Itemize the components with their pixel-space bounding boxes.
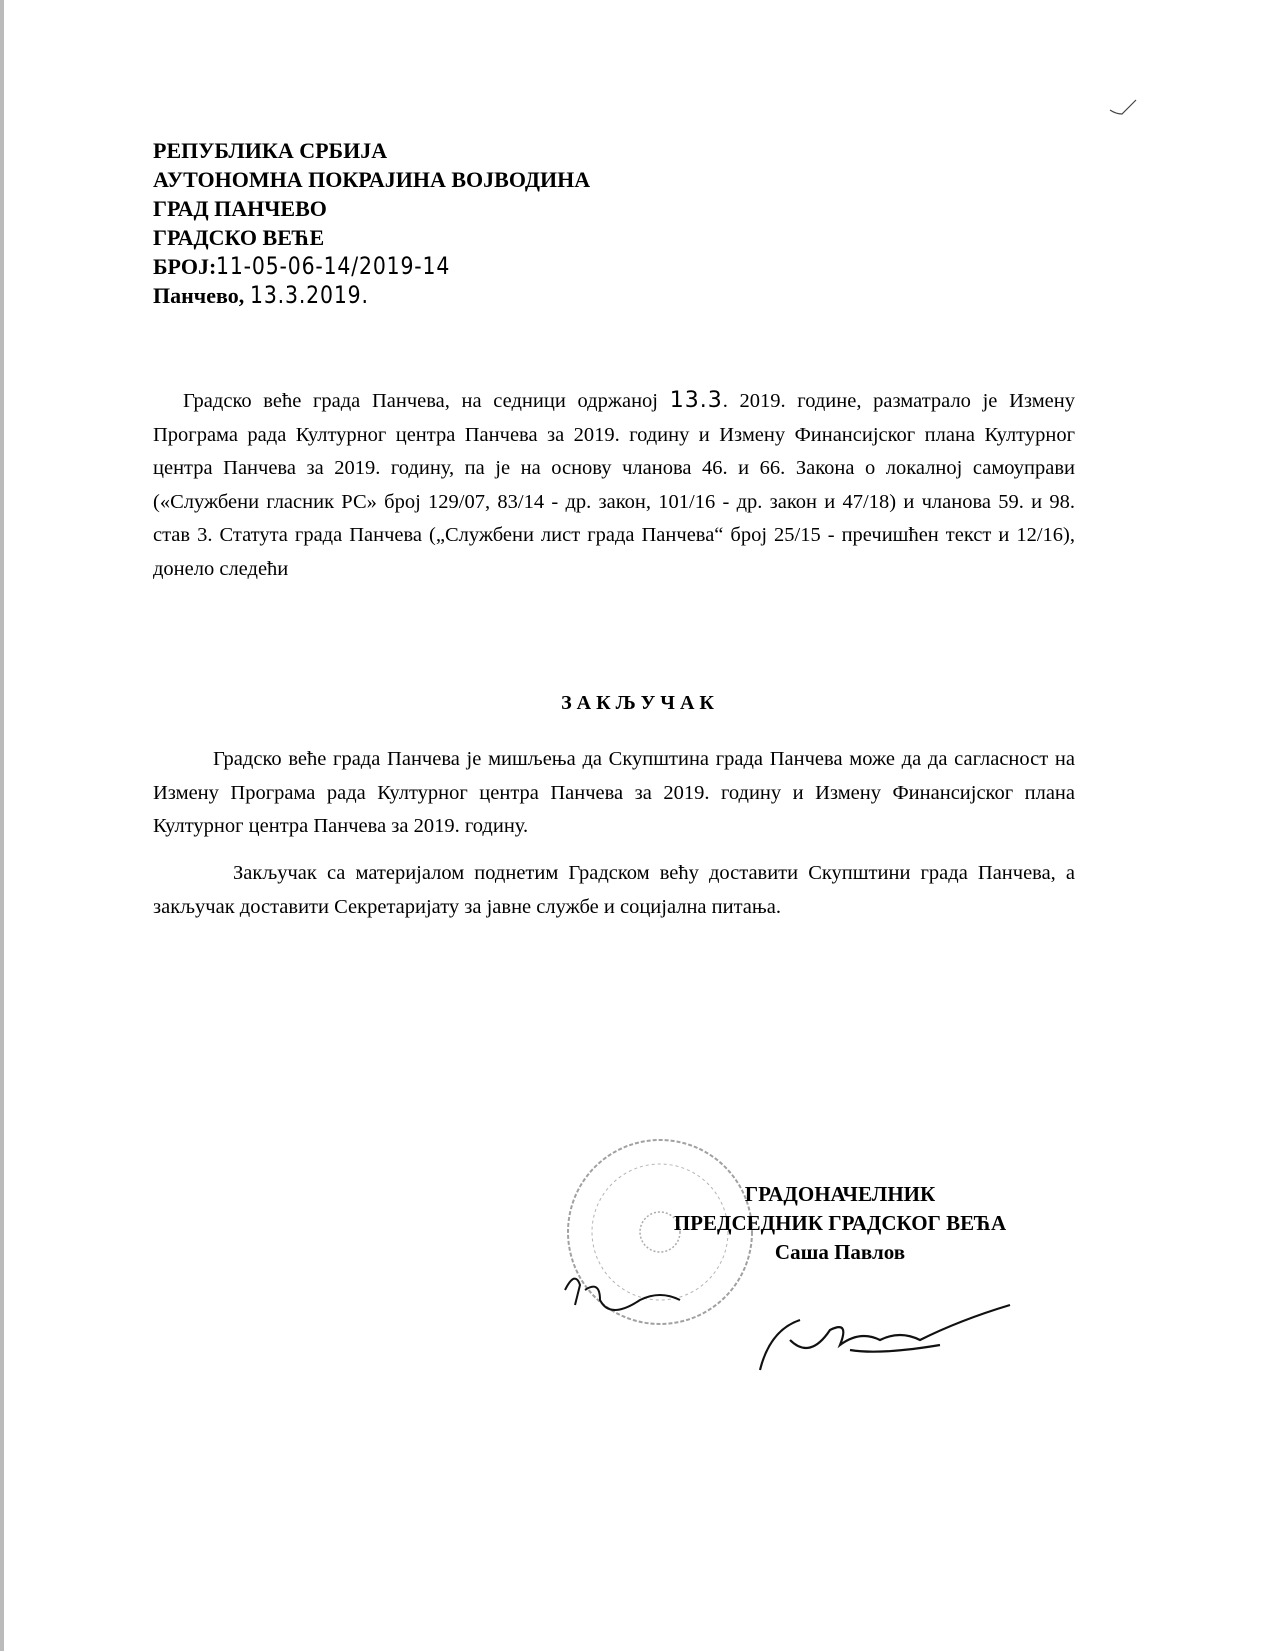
document-title: З А К Љ У Ч А К bbox=[561, 692, 714, 714]
header-line: ГРАД ПАНЧЕВО bbox=[153, 196, 327, 221]
mayor-signature bbox=[760, 1305, 1010, 1370]
session-date: 13.3 bbox=[669, 388, 723, 413]
signatory-title: ПРЕДСЕДНИК ГРАДСКОГ ВЕЋА bbox=[673, 1211, 1007, 1235]
number-label: БРОЈ: bbox=[153, 254, 217, 279]
intro-text: . 2019. године, разматрало је Измену Програма рада Културног центра Панчева за 2019. годину и Измену Финансијског плана Културног центра Панчева за 2019. годину, па је на основу чланова 46. и 66. Закона о локалној самоуправи («Службени гласник РС» број 129/07, 83/14 - др. закон, 101/16 - др. закон и 47/18) и чланова 59. и 98. став 3. Статута града Панчева („Службени лист града Панчева“ број 25/15 - пречишћен текст и 12/16), донело следећи bbox=[153, 390, 1075, 580]
intro-text: Градско веће града Панчева, на седници одржаној bbox=[183, 390, 670, 412]
signature-block bbox=[640, 1180, 1040, 1267]
signatory-name: Саша Павлов bbox=[774, 1240, 906, 1264]
signatory-title: ГРАДОНАЧЕЛНИК bbox=[744, 1182, 936, 1206]
conclusion-text: Закључак са материјалом поднетим Градском већу доставити Скупштини града Панчева, а закључак доставити Секретаријату за јавне службе и социјална питања. bbox=[153, 862, 1075, 918]
header-line: ГРАДСКО ВЕЋЕ bbox=[153, 225, 325, 250]
number-value: 11-05-06-14/2019-14 bbox=[216, 252, 451, 280]
initials-signature bbox=[565, 1279, 680, 1310]
date-value: 13.3.2019. bbox=[249, 281, 369, 309]
conclusion-text: Градско веће града Панчева је мишљења да Скупштина града Панчева може да да сагласност на Измену Програма рада Културног центра Панчева за 2019. годину и Измену Финансијског плана Културног центра Панчева за 2019. годину. bbox=[153, 748, 1075, 837]
place-label: Панчево, bbox=[153, 283, 245, 308]
header-line: АУТОНОМНА ПОКРАЈИНА ВОЈВОДИНА bbox=[153, 167, 591, 192]
header-line: РЕПУБЛИКА СРБИЈА bbox=[153, 138, 388, 163]
